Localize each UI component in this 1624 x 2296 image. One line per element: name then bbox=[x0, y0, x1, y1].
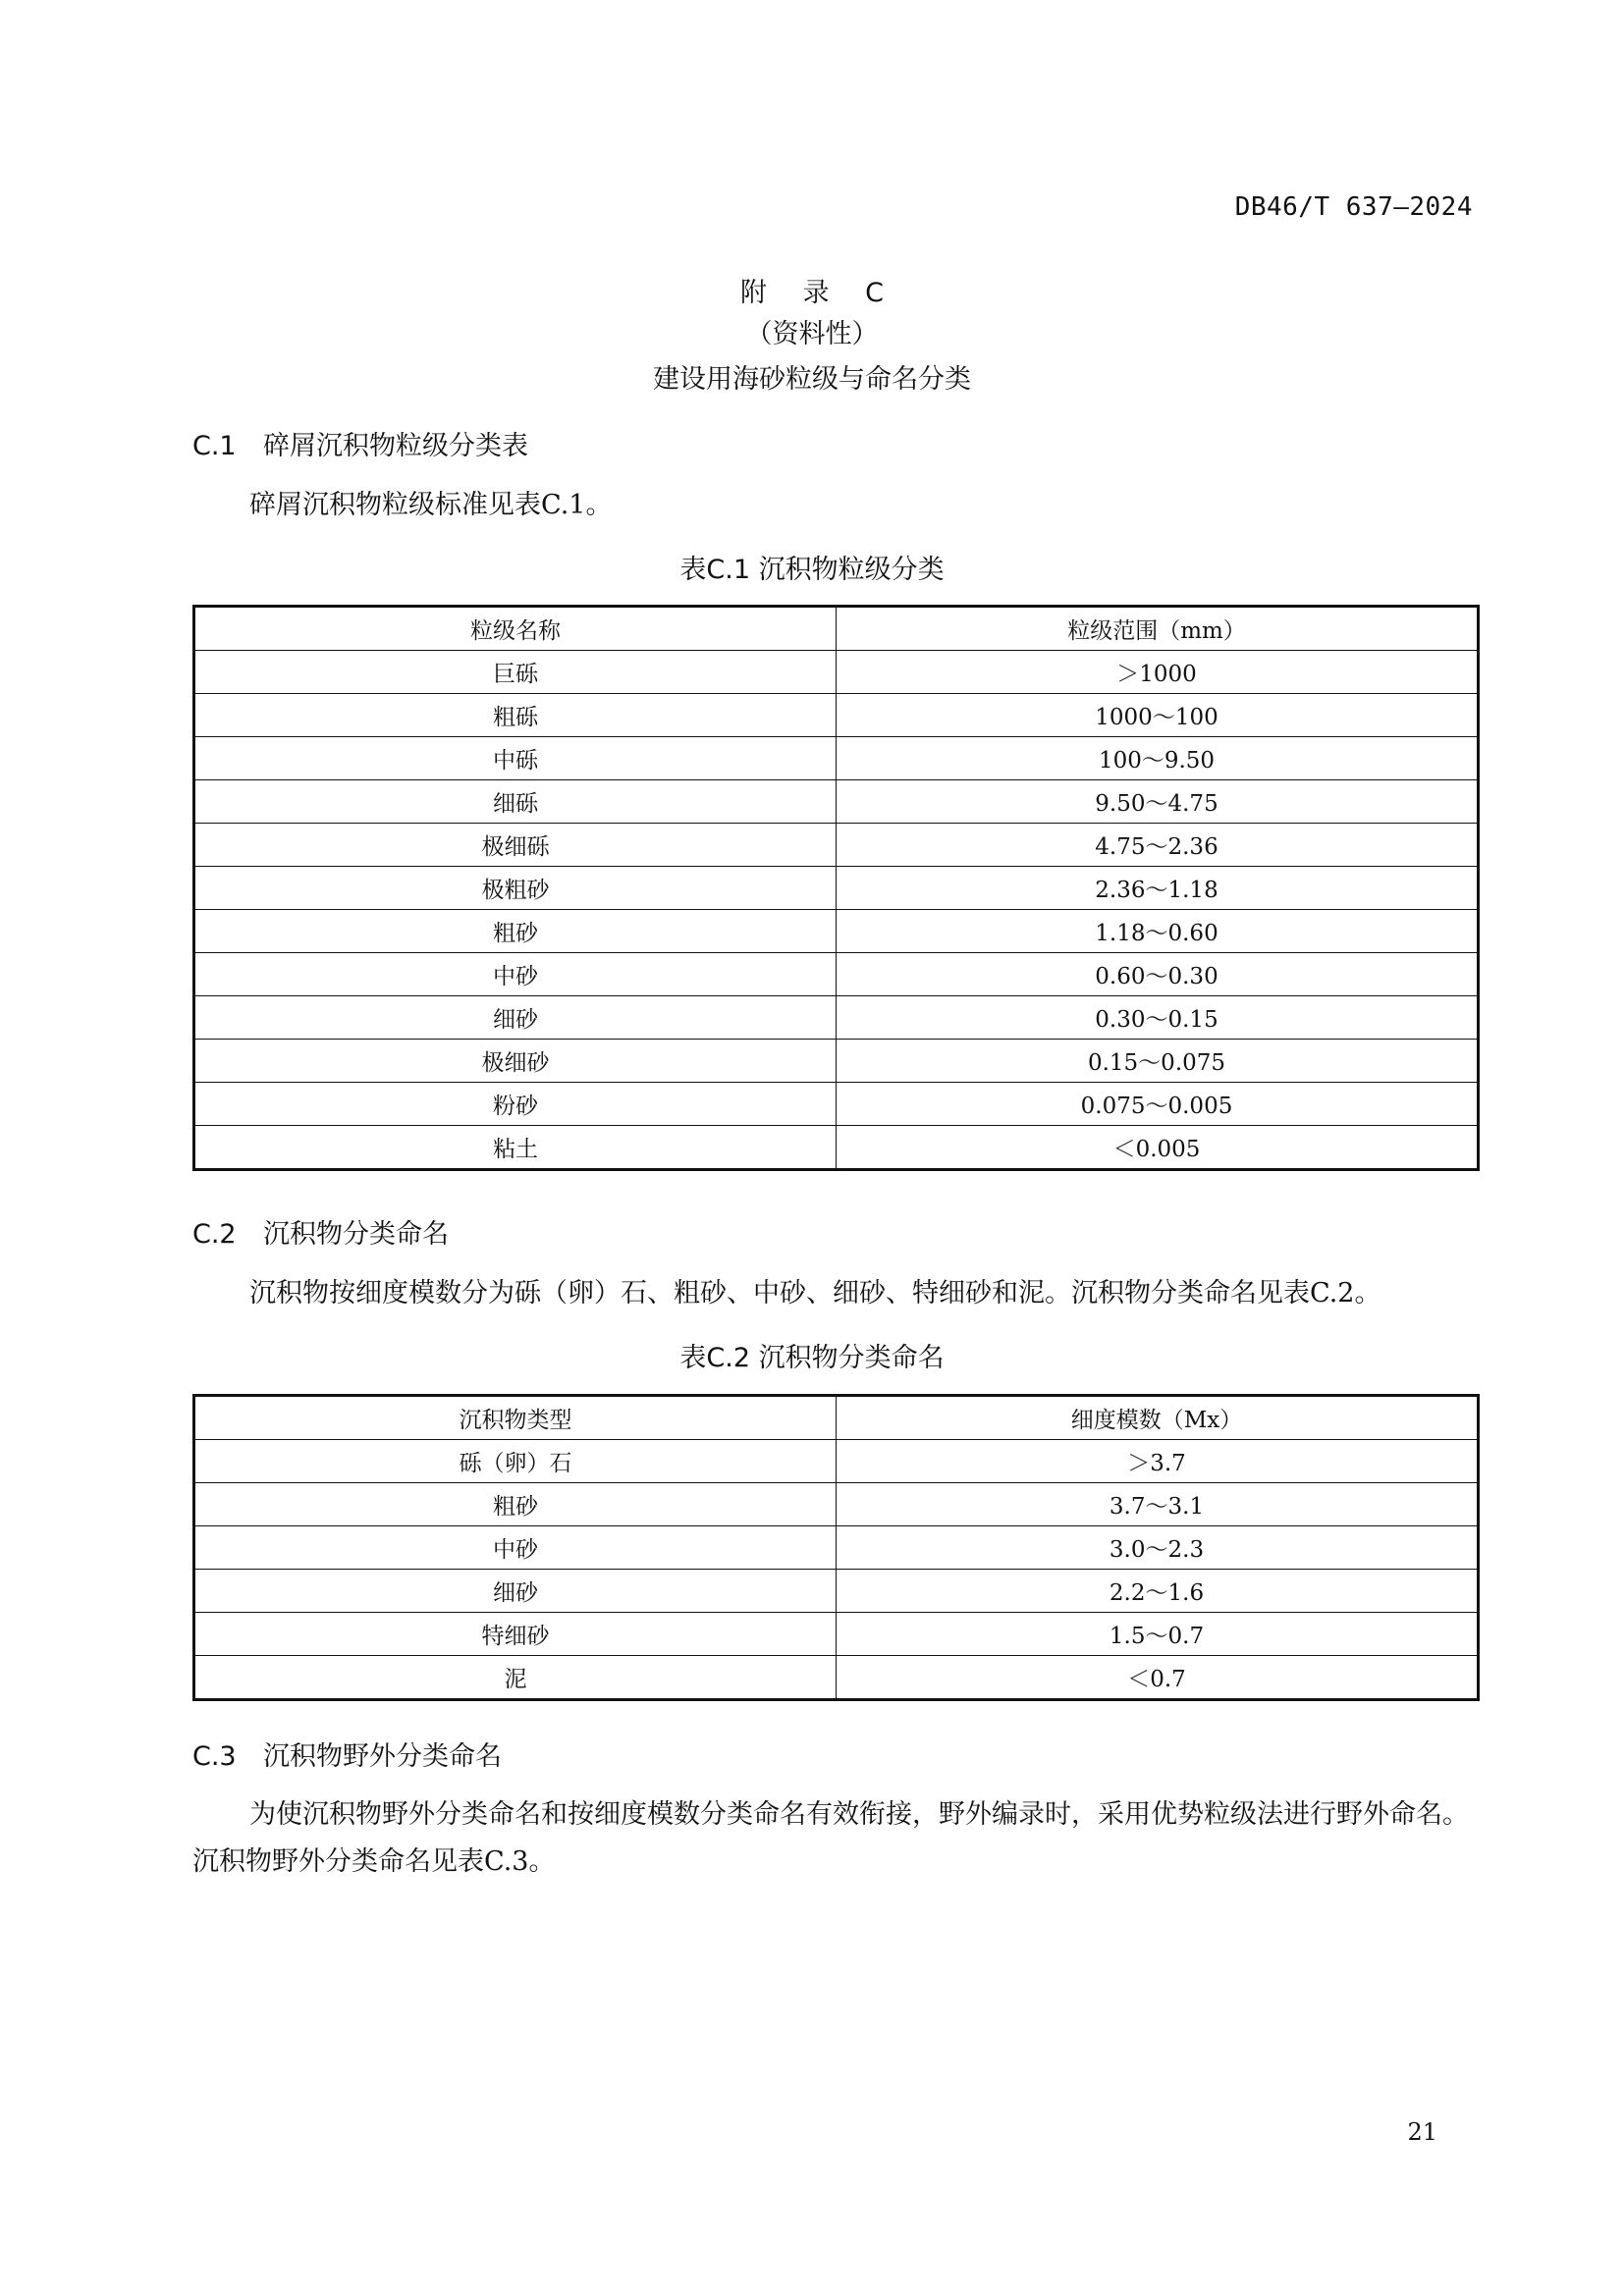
table-cell: 极粗砂 bbox=[194, 867, 837, 910]
section-c3-paragraph-text: 为使沉积物野外分类命名和按细度模数分类命名有效衔接，野外编录时，采用优势粒级法进行野外命名。沉积物野外分类命名见表C.3。 bbox=[192, 1799, 1469, 1877]
table-row bbox=[194, 651, 1479, 694]
table-cell: 巨砾 bbox=[194, 651, 837, 694]
table-row bbox=[194, 737, 1479, 780]
table-cell: 极细砂 bbox=[194, 1040, 837, 1083]
table-cell: 1.18～0.60 bbox=[837, 910, 1479, 953]
table-cell: 粗砾 bbox=[194, 694, 837, 737]
document-code: DB46/T 637—2024 bbox=[1234, 192, 1473, 222]
table-cell: 2.36～1.18 bbox=[837, 867, 1479, 910]
table-cell: 0.15～0.075 bbox=[837, 1040, 1479, 1083]
table-cell: 3.0～2.3 bbox=[837, 1526, 1479, 1570]
section-c3-title: 沉积物野外分类命名 bbox=[263, 1741, 502, 1772]
table-header-cell: 粒级范围（mm） bbox=[837, 607, 1479, 651]
table-c2-caption: 表C.2 沉积物分类命名 bbox=[679, 1343, 945, 1373]
table-cell: 细砂 bbox=[194, 996, 837, 1040]
table-row bbox=[194, 996, 1479, 1040]
table-cell: 极细砾 bbox=[194, 824, 837, 867]
section-c1-heading bbox=[192, 424, 528, 462]
table-c1-caption: 表C.1 沉积物粒级分类 bbox=[679, 555, 945, 585]
table-cell: 1000～100 bbox=[837, 694, 1479, 737]
table-cell: 2.2～1.6 bbox=[837, 1570, 1479, 1613]
section-c2-paragraph-text: 沉积物按细度模数分为砾（卵）石、粗砂、中砂、细砂、特细砂和泥。沉积物分类命名见表C.2。 bbox=[249, 1278, 1381, 1308]
table-header-cell: 细度模数（Mx） bbox=[837, 1396, 1479, 1440]
table-header-row bbox=[194, 607, 1479, 651]
section-c3-heading bbox=[192, 1735, 502, 1773]
table-cell: 中砂 bbox=[194, 1526, 837, 1570]
table-row bbox=[194, 1440, 1479, 1483]
table-row bbox=[194, 824, 1479, 867]
table-row bbox=[194, 1613, 1479, 1656]
table-row bbox=[194, 1083, 1479, 1126]
table-cell: 砾（卵）石 bbox=[194, 1440, 837, 1483]
table-cell: 100～9.50 bbox=[837, 737, 1479, 780]
table-c1 bbox=[192, 605, 1480, 1171]
table-cell: 细砾 bbox=[194, 780, 837, 824]
table-cell: 粗砂 bbox=[194, 1483, 837, 1526]
table-row bbox=[194, 1483, 1479, 1526]
table-cell: ＞3.7 bbox=[837, 1440, 1479, 1483]
table-cell: 9.50～4.75 bbox=[837, 780, 1479, 824]
appendix-subtitle: （资料性） bbox=[745, 319, 879, 349]
table-row bbox=[194, 1126, 1479, 1170]
section-c1-paragraph bbox=[192, 482, 1479, 529]
table-row bbox=[194, 694, 1479, 737]
appendix-name: 建设用海砂粒级与命名分类 bbox=[653, 364, 971, 395]
table-row bbox=[194, 953, 1479, 996]
table-cell: 特细砂 bbox=[194, 1613, 837, 1656]
table-row bbox=[194, 780, 1479, 824]
table-cell: 粉砂 bbox=[194, 1083, 837, 1126]
table-cell: 粗砂 bbox=[194, 910, 837, 953]
table-cell: 中砂 bbox=[194, 953, 837, 996]
table-row bbox=[194, 910, 1479, 953]
table-cell: ＜0.7 bbox=[837, 1656, 1479, 1700]
table-row bbox=[194, 867, 1479, 910]
table-cell: 中砾 bbox=[194, 737, 837, 780]
table-cell: 泥 bbox=[194, 1656, 837, 1700]
table-row bbox=[194, 1570, 1479, 1613]
section-c2-heading bbox=[192, 1212, 449, 1251]
page-number: 21 bbox=[1407, 2118, 1437, 2146]
table-cell: ＞1000 bbox=[837, 651, 1479, 694]
table-c2 bbox=[192, 1394, 1480, 1701]
section-c1-number: C.1 bbox=[192, 431, 237, 461]
table-row bbox=[194, 1656, 1479, 1700]
table-cell: 3.7～3.1 bbox=[837, 1483, 1479, 1526]
section-c2-title: 沉积物分类命名 bbox=[263, 1219, 449, 1250]
table-header-cell: 粒级名称 bbox=[194, 607, 837, 651]
table-row bbox=[194, 1526, 1479, 1570]
section-c2-paragraph bbox=[192, 1270, 1479, 1317]
section-c1-paragraph-text: 碎屑沉积物粒级标准见表C.1。 bbox=[249, 490, 613, 520]
section-c3-paragraph bbox=[192, 1791, 1479, 1886]
table-cell: 4.75～2.36 bbox=[837, 824, 1479, 867]
section-c2-number: C.2 bbox=[192, 1219, 237, 1250]
table-cell: 0.075～0.005 bbox=[837, 1083, 1479, 1126]
section-c3-number: C.3 bbox=[192, 1741, 237, 1772]
table-cell: 1.5～0.7 bbox=[837, 1613, 1479, 1656]
appendix-title: 附 录 C bbox=[739, 278, 898, 308]
table-row bbox=[194, 1040, 1479, 1083]
table-cell: 0.30～0.15 bbox=[837, 996, 1479, 1040]
table-cell: 细砂 bbox=[194, 1570, 837, 1613]
table-cell: 0.60～0.30 bbox=[837, 953, 1479, 996]
table-header-row bbox=[194, 1396, 1479, 1440]
table-cell: 粘土 bbox=[194, 1126, 837, 1170]
section-c1-title: 碎屑沉积物粒级分类表 bbox=[263, 431, 528, 461]
table-cell: ＜0.005 bbox=[837, 1126, 1479, 1170]
table-header-cell: 沉积物类型 bbox=[194, 1396, 837, 1440]
